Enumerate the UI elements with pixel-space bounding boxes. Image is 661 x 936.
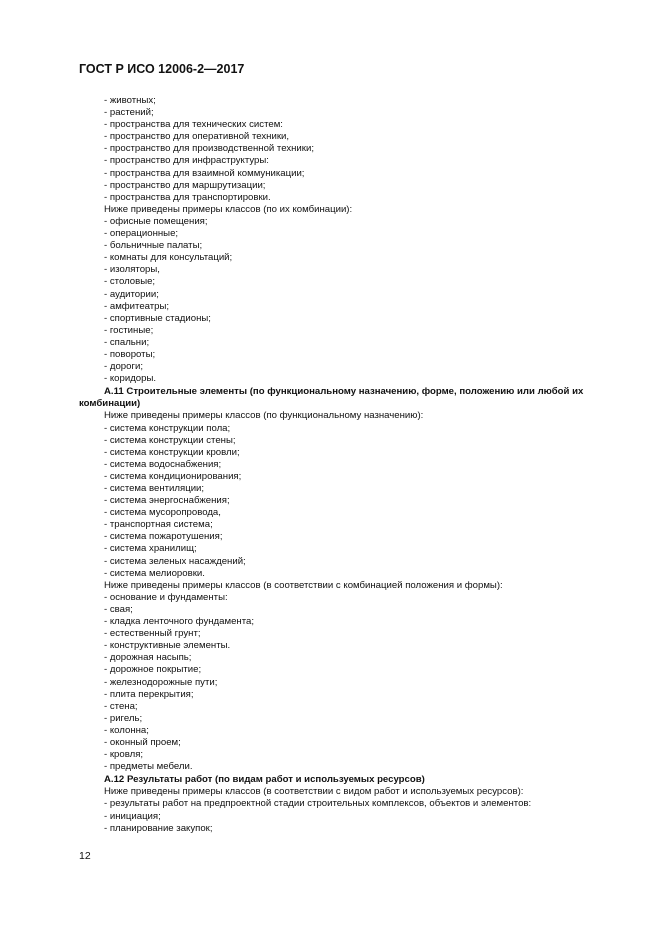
section-number: А.11 [104, 386, 124, 398]
list-block-results [79, 786, 584, 834]
text-line: - растений; [104, 107, 154, 119]
text-line: - оконный проем; [104, 736, 181, 748]
text-line: - конструктивные элементы. [104, 640, 231, 652]
text-line: - пространства для технических систем: [104, 119, 283, 131]
text-line: Ниже приведены примеры классов (в соответствии с комбинацией положения и формы): [104, 579, 503, 591]
text-line: Ниже приведены примеры классов (по функциональному назначению): [104, 410, 424, 422]
text-line: - спальни; [104, 336, 150, 348]
text-line: - коридоры. [104, 373, 157, 385]
section-title: Результаты работ (по видам работ и используемых ресурсов) [126, 774, 425, 786]
document-body [79, 95, 584, 835]
text-line: - система пожаротушения; [104, 531, 223, 543]
text-line: - стена; [104, 700, 138, 712]
text-line: - повороты; [104, 348, 156, 360]
list-block-elements [79, 410, 584, 773]
text-line: - больничные палаты; [104, 240, 203, 252]
text-line: - колонна; [104, 724, 149, 736]
section-heading-a12 [79, 774, 584, 786]
section-number: А.12 [104, 774, 125, 786]
text-line: - аудитории; [104, 288, 159, 300]
text-line: - инициация; [104, 810, 161, 822]
section-heading-a11 [79, 386, 584, 410]
text-line: - система конструкции стены; [104, 434, 236, 446]
text-line: - комнаты для консультаций; [104, 252, 233, 264]
document-header: ГОСТ Р ИСО 12006-2—2017 [79, 62, 245, 76]
text-line: - предметы мебели. [104, 761, 193, 773]
text-line: - плита перекрытия; [104, 688, 194, 700]
text-line: - система мусоропровода, [104, 507, 221, 519]
text-line: - пространство для производственной техники; [104, 143, 315, 155]
text-line: - железнодорожные пути; [104, 676, 218, 688]
text-line: - система хранилищ; [104, 543, 197, 555]
text-line: - ригель; [104, 712, 143, 724]
text-line: - спортивные стадионы; [104, 312, 211, 324]
page-number: 12 [79, 850, 91, 862]
text-line: - система конструкции пола; [104, 422, 231, 434]
text-line: - основание и фундаменты: [104, 591, 228, 603]
text-line: - амфитеатры; [104, 300, 170, 312]
text-line: - система энергоснабжения; [104, 495, 230, 507]
text-line: - свая; [104, 603, 133, 615]
text-line: Ниже приведены примеры классов (в соответствии с видом работ и используемых ресурсов): [104, 786, 524, 798]
text-line: - пространства для взаимной коммуникации; [104, 167, 305, 179]
list-block-spaces [79, 95, 584, 385]
text-line: - результаты работ на предпроектной стадии строительных комплексов, объектов и элементов: [104, 798, 532, 810]
section-title: Строительные элементы (по функциональному назначению, форме, положению или любой их комбинации) [79, 386, 584, 410]
text-line: - кладка ленточного фундамента; [104, 616, 255, 628]
text-line: - дорожная насыпь; [104, 652, 192, 664]
text-line: - гостиные; [104, 324, 154, 336]
text-line: - планирование закупок; [104, 822, 213, 834]
text-line: - пространства для транспортировки. [104, 191, 271, 203]
text-line: - животных; [104, 95, 156, 106]
text-line: - пространство для маршрутизации; [104, 179, 266, 191]
text-line: - дороги; [104, 361, 143, 373]
text-line: - система зеленых насаждений; [104, 555, 246, 567]
text-line: - пространство для инфраструктуры: [104, 155, 269, 167]
text-line: - система кондиционирования; [104, 470, 242, 482]
text-line: - система конструкции кровли; [104, 446, 240, 458]
text-line: - система водоснабжения; [104, 458, 222, 470]
text-line: - дорожное покрытие; [104, 664, 202, 676]
text-line: - офисные помещения; [104, 215, 208, 227]
text-line: - операционные; [104, 228, 179, 240]
text-line: Ниже приведены примеры классов (по их комбинации): [104, 203, 353, 215]
text-line: - столовые; [104, 276, 156, 288]
text-line: - транспортная система; [104, 519, 213, 531]
text-line: - изоляторы, [104, 264, 160, 276]
text-line: - система мелиоровки. [104, 567, 205, 579]
text-line: - пространство для оперативной техники, [104, 131, 290, 143]
text-line: - естественный грунт; [104, 628, 201, 640]
text-line: - кровля; [104, 749, 144, 761]
text-line: - система вентиляции; [104, 483, 205, 494]
